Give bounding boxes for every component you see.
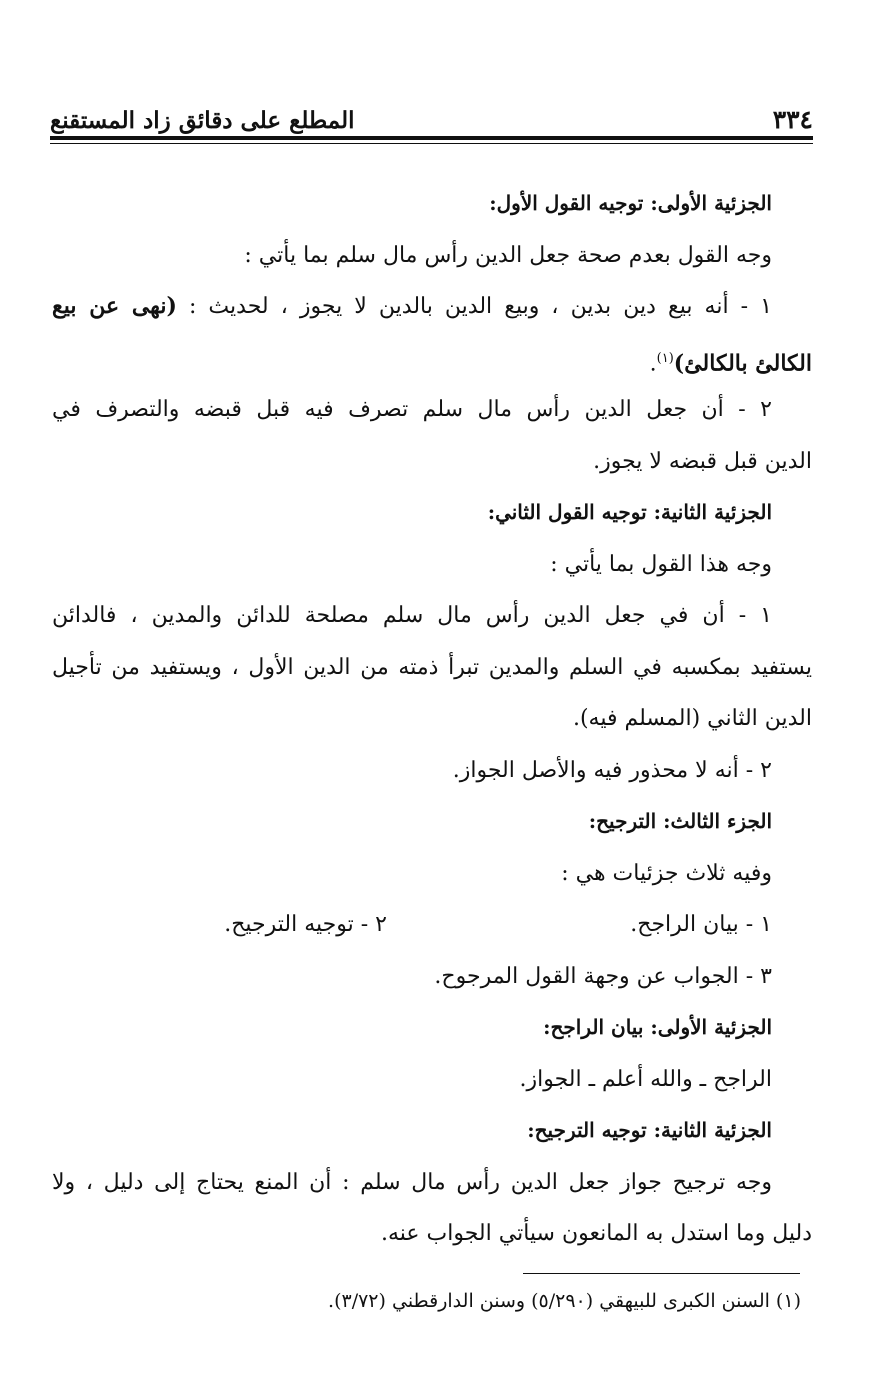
footnote-rule <box>523 1273 800 1274</box>
paragraph-line: وجه القول بعدم صحة جعل الدين رأس مال سلم بما يأتي : <box>244 242 772 268</box>
paragraph-line: وفيه ثلاث جزئيات هي : <box>561 860 772 886</box>
text-run: ١ - أنه بيع دين بدين ، وبيع الدين بالدين لا يجوز ، لحديث : <box>176 294 772 319</box>
paragraph-line: وجه هذا القول بما يأتي : <box>550 551 772 577</box>
text-run: . <box>649 350 657 376</box>
page-number: ٣٣٤ <box>772 105 813 134</box>
paragraph-line: ٢ - أنه لا محذور فيه والأصل الجواز. <box>452 757 772 783</box>
subheading: الجزء الثالث: الترجيح: <box>588 809 772 833</box>
subheading: الجزئية الأولى: بيان الراجح: <box>543 1015 772 1039</box>
page-header <box>50 104 813 134</box>
two-column-list <box>52 899 812 951</box>
subheading: الجزئية الثانية: توجيه الترجيح: <box>527 1118 772 1142</box>
header-rule-thin <box>50 143 813 144</box>
paragraph-line: ١ - أن في جعل الدين رأس مال سلم مصلحة للدائن والمدين ، فالدائن <box>52 603 772 628</box>
list-item: ٢ - توجيه الترجيح. <box>224 912 387 937</box>
list-item: ٣ - الجواب عن وجهة القول المرجوح. <box>434 963 772 989</box>
paragraph-line <box>52 281 812 333</box>
header-rule-thick <box>50 136 813 140</box>
paragraph-line: ٢ - أن جعل الدين رأس مال سلم تصرف فيه قبل قبضه والتصرف في <box>52 397 772 422</box>
footnote: (١) السنن الكبرى للبيهقي (٥/٢٩٠) وسنن الدارقطني (٣/٧٢). <box>328 1290 801 1312</box>
paragraph-line: يستفيد بمكسبه في السلم والمدين تبرأ ذمته من الدين الأول ، ويستفيد من تأجيل <box>52 654 812 680</box>
hadith-text: الكالئ بالكالئ) <box>673 349 812 376</box>
paragraph-line: الراجح ـ والله أعلم ـ الجواز. <box>519 1066 772 1092</box>
paragraph-line: الدين الثاني (المسلم فيه). <box>572 706 812 731</box>
hadith-text: (نهى عن بيع <box>52 293 177 319</box>
list-item: ١ - بيان الراجح. <box>630 912 772 937</box>
paragraph-line: وجه ترجيح جواز جعل الدين رأس مال سلم : أن المنع يحتاج إلى دليل ، ولا <box>52 1169 772 1195</box>
footnote-marker: (١) <box>656 350 674 366</box>
paragraph-line: دليل وما استدل به المانعون سيأتي الجواب عنه. <box>381 1221 812 1246</box>
page-body <box>52 178 812 1260</box>
subheading: الجزئية الثانية: توجيه القول الثاني: <box>487 500 772 524</box>
running-title: المطلع على دقائق زاد المستقنع <box>50 107 355 134</box>
paragraph-line <box>52 333 812 385</box>
subheading: الجزئية الأولى: توجيه القول الأول: <box>489 191 772 215</box>
paragraph-line: الدين قبل قبضه لا يجوز. <box>593 448 812 474</box>
